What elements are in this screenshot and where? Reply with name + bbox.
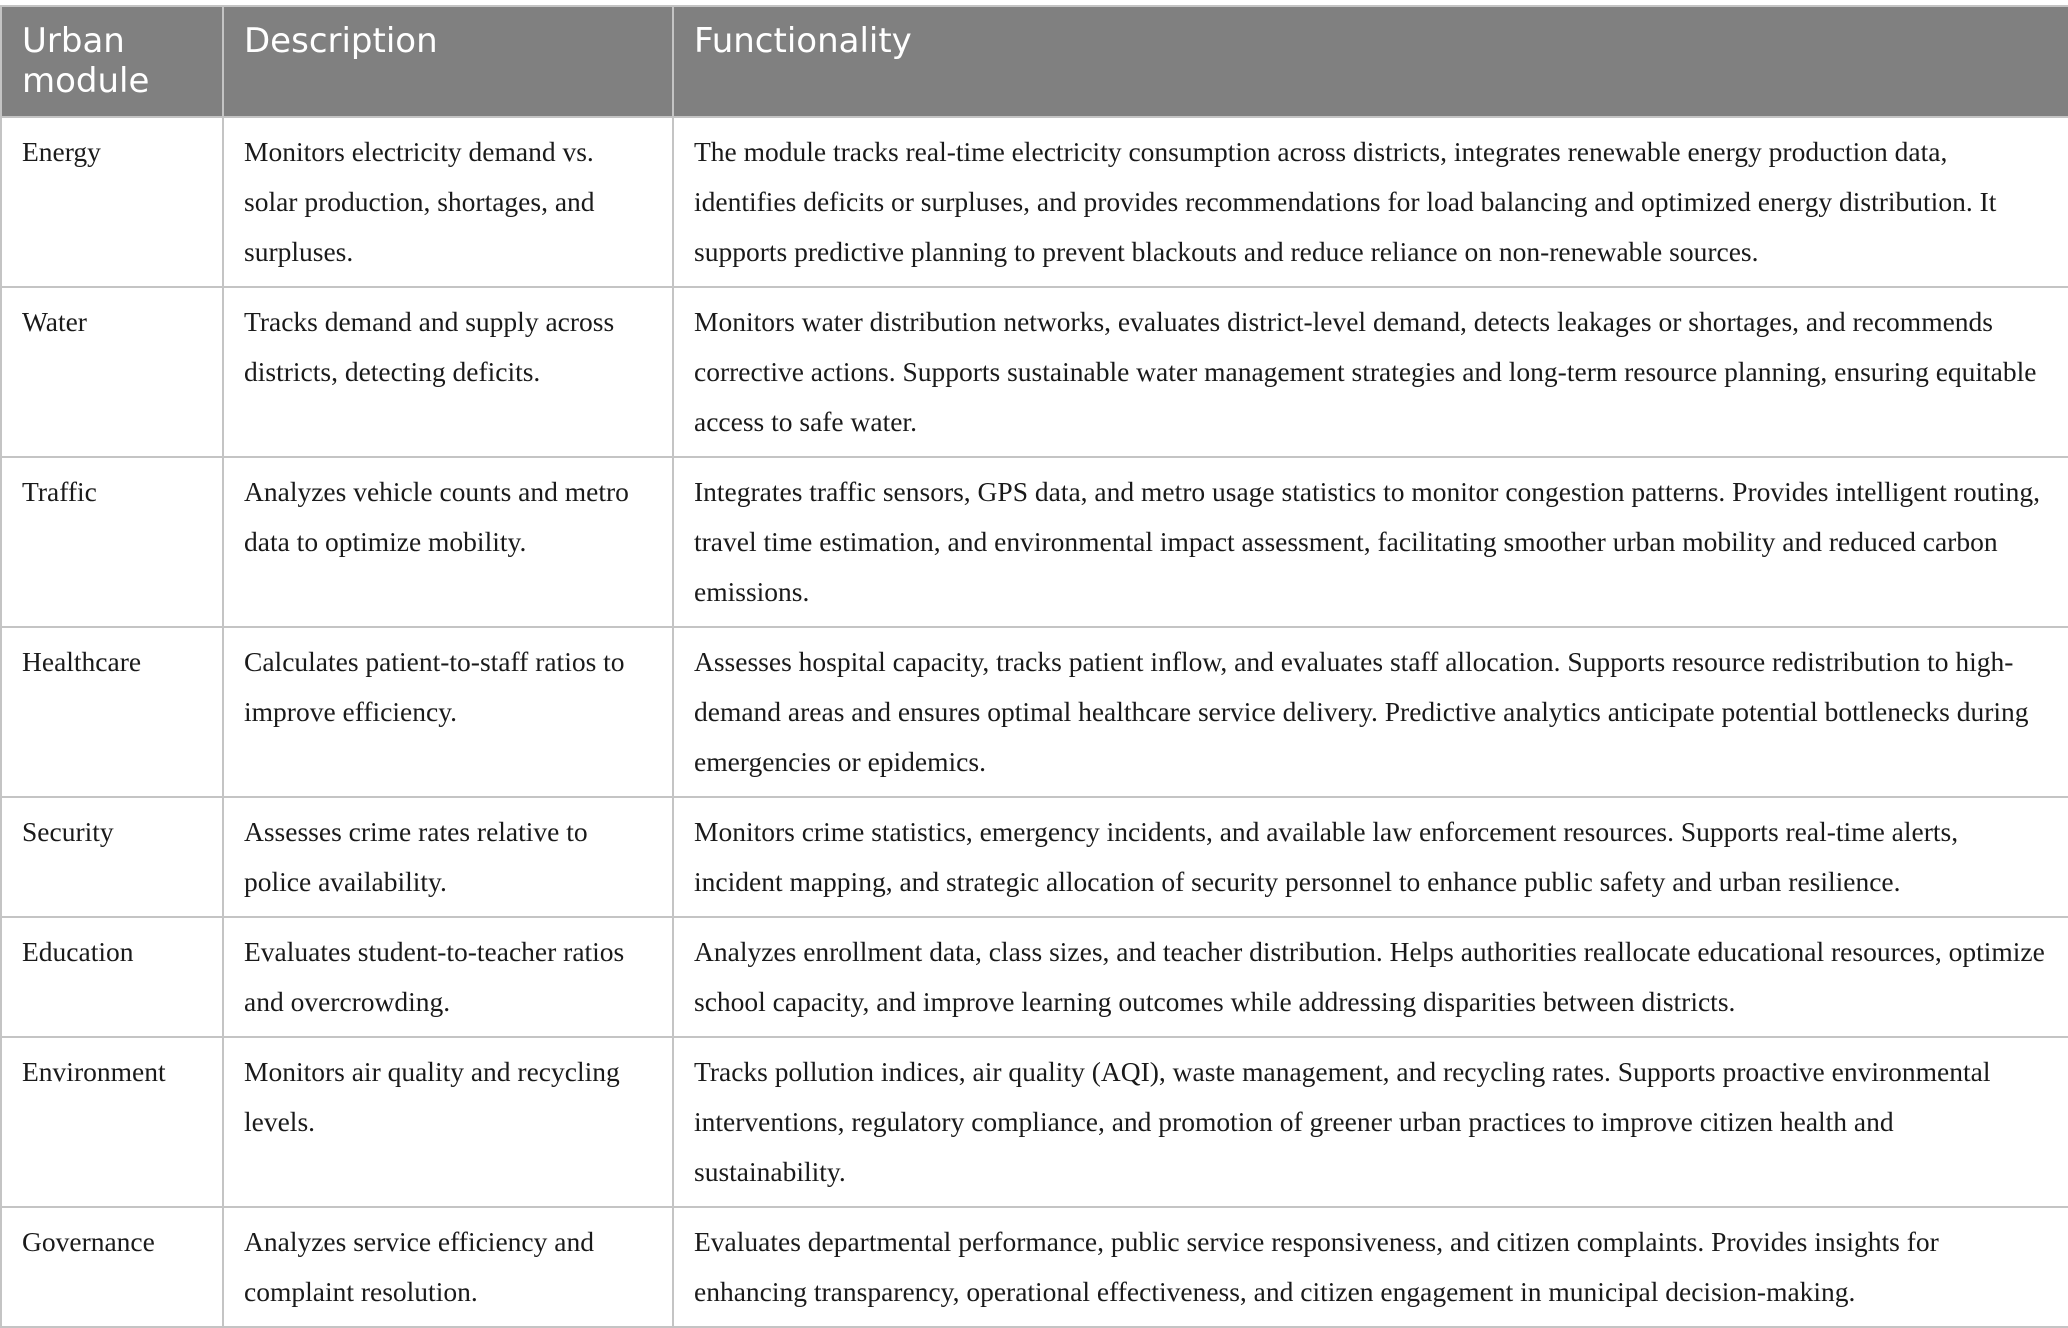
cell-module: Traffic xyxy=(1,457,223,627)
cell-module: Water xyxy=(1,287,223,457)
cell-description: Assesses crime rates relative to police availability. xyxy=(223,797,673,917)
header-description: Description xyxy=(223,6,673,117)
cell-functionality: Tracks pollution indices, air quality (AQI), waste management, and recycling rates. Supports proactive environmental interventions, regulatory compliance, and promotion of greener urban practices to improve citizen health and sustainability. xyxy=(673,1037,2068,1207)
table-body xyxy=(1,117,2068,1327)
cell-description: Evaluates student-to-teacher ratios and overcrowding. xyxy=(223,917,673,1037)
cell-functionality: Analyzes enrollment data, class sizes, and teacher distribution. Helps authorities reallocate educational resources, optimize school capacity, and improve learning outcomes while addressing disparities between districts. xyxy=(673,917,2068,1037)
cell-functionality: The module tracks real-time electricity consumption across districts, integrates renewable energy production data, identifies deficits or surpluses, and provides recommendations for load balancing and optimized energy distribution. It supports predictive planning to prevent blackouts and reduce reliance on non-renewable sources. xyxy=(673,117,2068,287)
table-row-governance xyxy=(1,1207,2068,1327)
cell-description: Analyzes service efficiency and complaint resolution. xyxy=(223,1207,673,1327)
table-header xyxy=(1,6,2068,117)
cell-module: Healthcare xyxy=(1,627,223,797)
header-urban-module: Urban module xyxy=(1,6,223,117)
table-row-water xyxy=(1,287,2068,457)
cell-functionality: Integrates traffic sensors, GPS data, and metro usage statistics to monitor congestion patterns. Provides intelligent routing, travel time estimation, and environmental impact assessment, facilitating smoother urban mobility and reduced carbon emissions. xyxy=(673,457,2068,627)
table-row-security xyxy=(1,797,2068,917)
header-functionality: Functionality xyxy=(673,6,2068,117)
cell-description: Tracks demand and supply across districts, detecting deficits. xyxy=(223,287,673,457)
table-row-healthcare xyxy=(1,627,2068,797)
cell-description: Analyzes vehicle counts and metro data to optimize mobility. xyxy=(223,457,673,627)
cell-description: Monitors air quality and recycling levels. xyxy=(223,1037,673,1207)
cell-description: Monitors electricity demand vs. solar production, shortages, and surpluses. xyxy=(223,117,673,287)
table-row-energy xyxy=(1,117,2068,287)
table-row-environment xyxy=(1,1037,2068,1207)
cell-module: Security xyxy=(1,797,223,917)
urban-modules-table xyxy=(0,5,2068,1328)
cell-functionality: Assesses hospital capacity, tracks patient inflow, and evaluates staff allocation. Supports resource redistribution to high-demand areas and ensures optimal healthcare service delivery. Predictive analytics anticipate potential bottlenecks during emergencies or epidemics. xyxy=(673,627,2068,797)
cell-description: Calculates patient-to-staff ratios to improve efficiency. xyxy=(223,627,673,797)
header-row xyxy=(1,6,2068,117)
table-row-traffic xyxy=(1,457,2068,627)
cell-functionality: Monitors crime statistics, emergency incidents, and available law enforcement resources. Supports real-time alerts, incident mapping, and strategic allocation of security personnel to enhance public safety and urban resilience. xyxy=(673,797,2068,917)
cell-module: Environment xyxy=(1,1037,223,1207)
cell-module: Energy xyxy=(1,117,223,287)
cell-module: Education xyxy=(1,917,223,1037)
cell-module: Governance xyxy=(1,1207,223,1327)
cell-functionality: Evaluates departmental performance, public service responsiveness, and citizen complaints. Provides insights for enhancing transparency, operational effectiveness, and citizen engagement in municipal decision-making. xyxy=(673,1207,2068,1327)
cell-functionality: Monitors water distribution networks, evaluates district-level demand, detects leakages or shortages, and recommends corrective actions. Supports sustainable water management strategies and long-term resource planning, ensuring equitable access to safe water. xyxy=(673,287,2068,457)
table-row-education xyxy=(1,917,2068,1037)
